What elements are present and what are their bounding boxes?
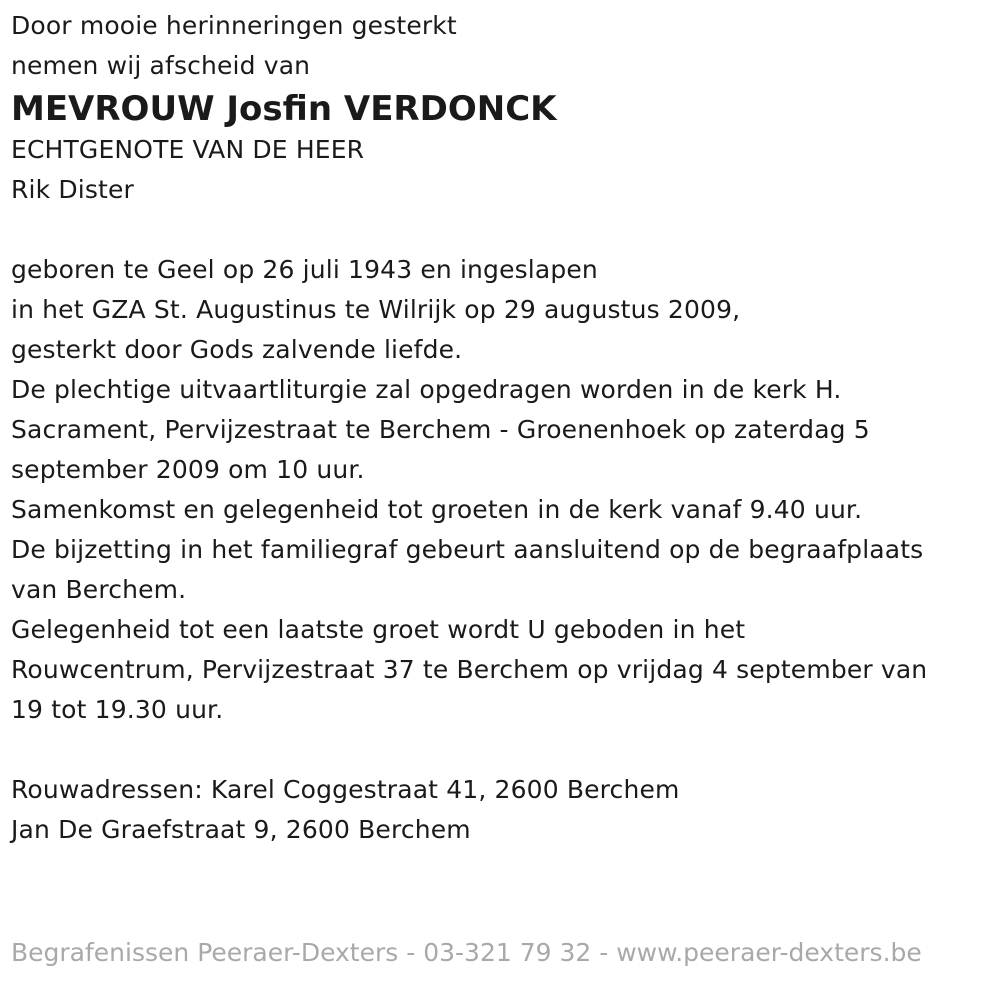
body-line: Rouwcentrum, Pervijzestraat 37 te Berchem op vrijdag 4 september van — [11, 655, 928, 684]
relation-label: ECHTGENOTE VAN DE HEER — [11, 135, 365, 164]
body-line: De bijzetting in het familiegraf gebeurt aansluitend op de begraafplaats — [11, 535, 924, 564]
intro-line: nemen wij afscheid van — [11, 51, 311, 80]
intro-line: Door mooie herinneringen gesterkt — [11, 11, 457, 40]
funeral-home-footer: Begrafenissen Peeraer-Dexters - 03-321 79 32 - www.peeraer-dexters.be — [11, 938, 922, 967]
address-line: Jan De Graefstraat 9, 2600 Berchem — [11, 815, 471, 844]
address-line: Rouwadressen: Karel Coggestraat 41, 2600 Berchem — [11, 775, 680, 804]
body-line: Samenkomst en gelegenheid tot groeten in de kerk vanaf 9.40 uur. — [11, 495, 863, 524]
death-notice — [11, 6, 996, 850]
body-line: september 2009 om 10 uur. — [11, 455, 365, 484]
body-line: van Berchem. — [11, 575, 187, 604]
body-line: Gelegenheid tot een laatste groet wordt U geboden in het — [11, 615, 746, 644]
spouse-name: Rik Dister — [11, 175, 134, 204]
spacer — [11, 730, 996, 770]
body-line: in het GZA St. Augustinus te Wilrijk op 29 augustus 2009, — [11, 295, 741, 324]
spacer — [11, 210, 996, 250]
body-line: De plechtige uitvaartliturgie zal opgedragen worden in de kerk H. — [11, 375, 842, 404]
body-line: Sacrament, Pervijzestraat te Berchem - Groenenhoek op zaterdag 5 — [11, 415, 870, 444]
deceased-name: MEVROUW Josfin VERDONCK — [11, 89, 557, 129]
body-line: 19 tot 19.30 uur. — [11, 695, 224, 724]
body-line: gesterkt door Gods zalvende liefde. — [11, 335, 463, 364]
body-line: geboren te Geel op 26 juli 1943 en ingeslapen — [11, 255, 598, 284]
